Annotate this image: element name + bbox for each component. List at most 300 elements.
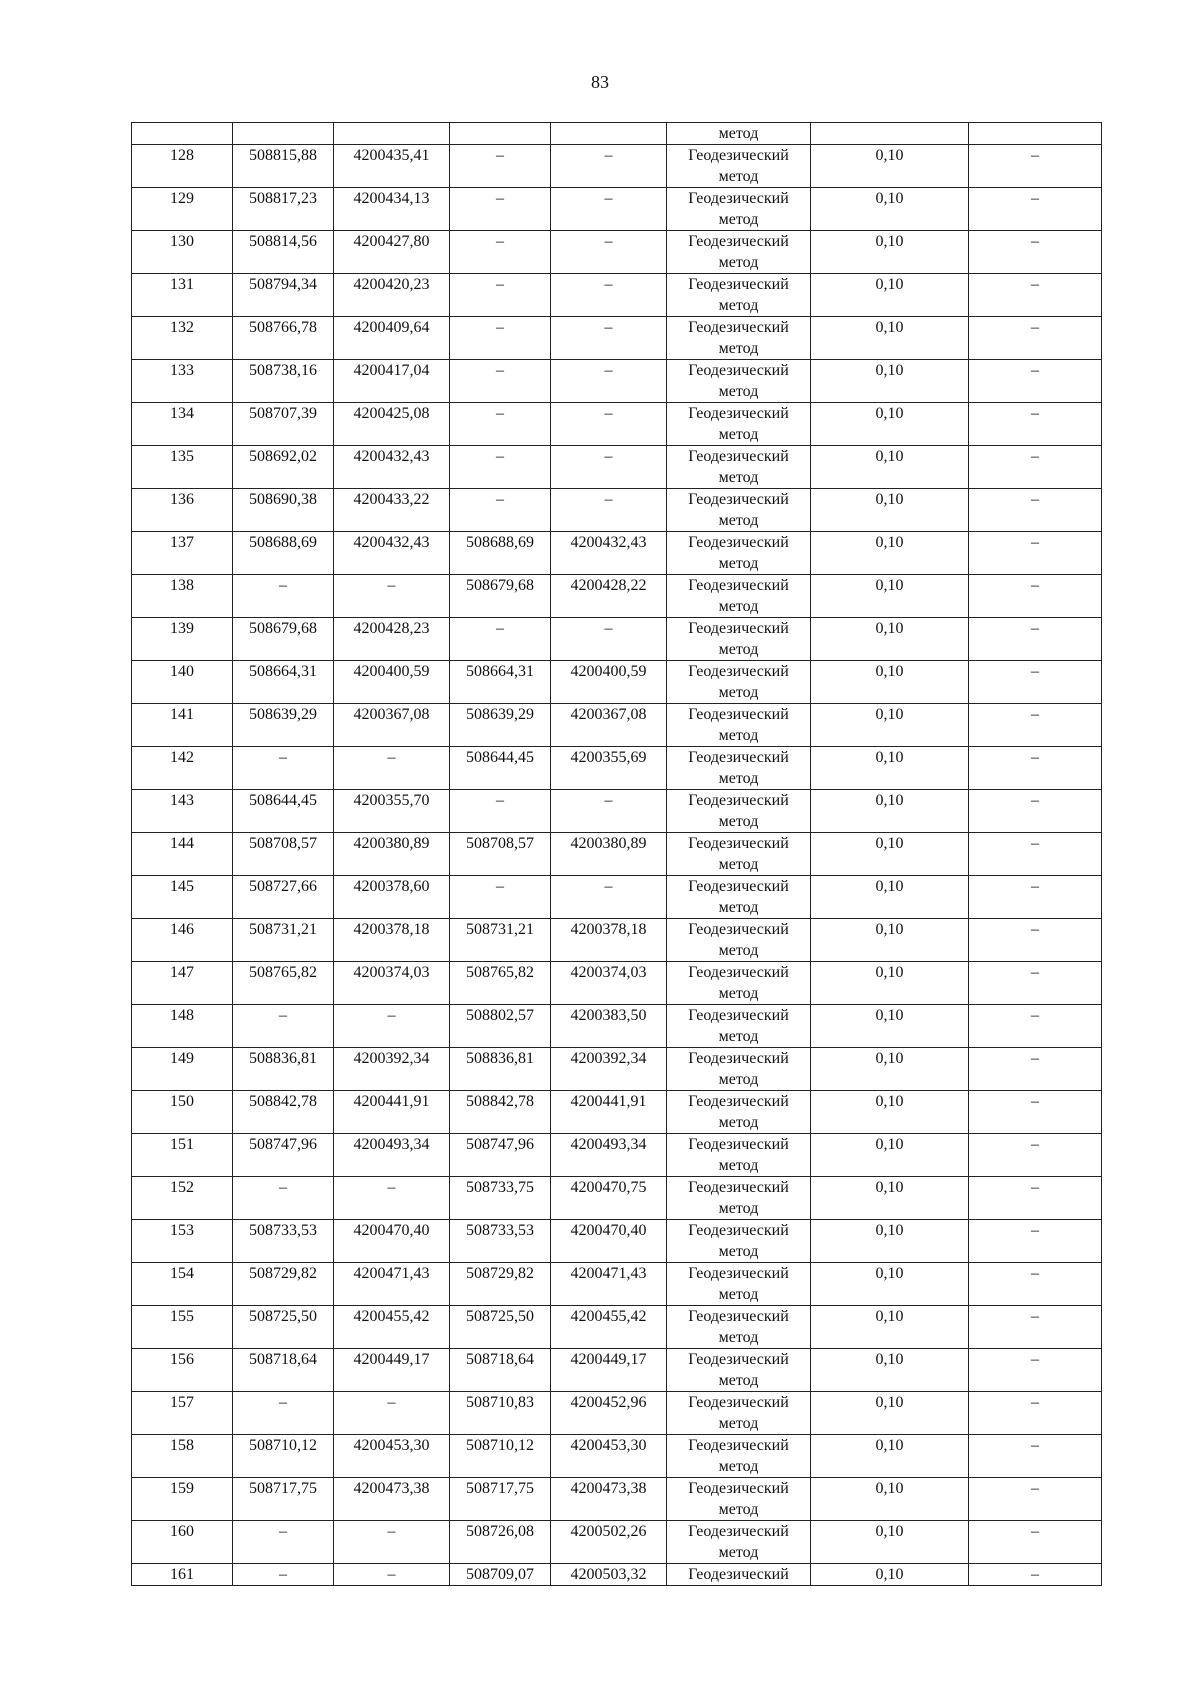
- cell-y-existing: 4200380,89: [334, 833, 450, 876]
- cell-y-refined: 4200493,34: [551, 1134, 667, 1177]
- cell-description: –: [969, 1005, 1102, 1048]
- cell-x-existing: 508765,82: [233, 962, 334, 1005]
- cell-y-existing: –: [334, 1177, 450, 1220]
- cell-method: [667, 231, 811, 274]
- cell-y-refined: 4200473,38: [551, 1478, 667, 1521]
- cell-empty: [132, 123, 233, 145]
- cell-point-number: 134: [132, 403, 233, 446]
- cell-x-refined: 508836,81: [450, 1048, 551, 1091]
- cell-x-refined: –: [450, 188, 551, 231]
- cell-method: [667, 1091, 811, 1134]
- cell-x-existing: 508688,69: [233, 532, 334, 575]
- cell-method: [667, 188, 811, 231]
- cell-x-refined: –: [450, 274, 551, 317]
- cell-y-refined: 4200502,26: [551, 1521, 667, 1564]
- cell-x-existing: 508814,56: [233, 231, 334, 274]
- cell-x-refined: 508733,75: [450, 1177, 551, 1220]
- cell-accuracy: 0,10: [811, 1435, 969, 1478]
- cell-x-existing: 508639,29: [233, 704, 334, 747]
- cell-accuracy: 0,10: [811, 790, 969, 833]
- cell-x-refined: 508718,64: [450, 1349, 551, 1392]
- cell-description: –: [969, 876, 1102, 919]
- cell-description: –: [969, 1220, 1102, 1263]
- table-row: [132, 747, 1102, 790]
- table-row: [132, 1220, 1102, 1263]
- cell-point-number: 150: [132, 1091, 233, 1134]
- cell-x-refined: 508765,82: [450, 962, 551, 1005]
- method-line-1: Геодезический: [688, 921, 789, 938]
- cell-accuracy: 0,10: [811, 1521, 969, 1564]
- cell-y-refined: –: [551, 360, 667, 403]
- cell-y-existing: 4200435,41: [334, 145, 450, 188]
- cell-description: –: [969, 1349, 1102, 1392]
- cell-x-refined: –: [450, 360, 551, 403]
- cell-x-refined: –: [450, 403, 551, 446]
- cell-method: [667, 790, 811, 833]
- table-row: [132, 661, 1102, 704]
- cell-y-existing: 4200400,59: [334, 661, 450, 704]
- cell-point-number: 141: [132, 704, 233, 747]
- method-line-1: Геодезический: [688, 491, 789, 508]
- cell-y-existing: 4200471,43: [334, 1263, 450, 1306]
- cell-point-number: 138: [132, 575, 233, 618]
- cell-method: [667, 1134, 811, 1177]
- method-line-2: метод: [718, 598, 759, 615]
- cell-point-number: 161: [132, 1564, 233, 1586]
- method-line-1: Геодезический: [688, 1265, 789, 1282]
- method-line-1: Геодезический: [688, 1007, 789, 1024]
- cell-y-refined: –: [551, 231, 667, 274]
- cell-point-number: 144: [132, 833, 233, 876]
- table-row: [132, 1048, 1102, 1091]
- cell-point-number: 143: [132, 790, 233, 833]
- cell-accuracy: 0,10: [811, 1134, 969, 1177]
- cell-y-existing: 4200378,18: [334, 919, 450, 962]
- cell-x-refined: 508747,96: [450, 1134, 551, 1177]
- table-row: [132, 790, 1102, 833]
- cell-method: [667, 403, 811, 446]
- cell-y-existing: 4200433,22: [334, 489, 450, 532]
- cell-y-existing: 4200367,08: [334, 704, 450, 747]
- method-line-2: метод: [718, 1157, 759, 1174]
- cell-description: –: [969, 1177, 1102, 1220]
- method-line-2: метод: [718, 297, 759, 314]
- cell-y-existing: 4200453,30: [334, 1435, 450, 1478]
- cell-y-refined: –: [551, 317, 667, 360]
- method-line-1: Геодезический: [688, 534, 789, 551]
- cell-x-existing: 508710,12: [233, 1435, 334, 1478]
- cell-empty: [233, 123, 334, 145]
- method-line-1: Геодезический: [688, 233, 789, 250]
- cell-x-existing: 508725,50: [233, 1306, 334, 1349]
- cell-empty: [551, 123, 667, 145]
- method-line-2: метод: [718, 469, 759, 486]
- cell-method: [667, 446, 811, 489]
- cell-accuracy: 0,10: [811, 704, 969, 747]
- cell-accuracy: 0,10: [811, 1263, 969, 1306]
- cell-y-existing: 4200409,64: [334, 317, 450, 360]
- cell-y-refined: 4200449,17: [551, 1349, 667, 1392]
- method-line-2: метод: [718, 555, 759, 572]
- cell-point-number: 151: [132, 1134, 233, 1177]
- method-line-1: Геодезический: [688, 405, 789, 422]
- cell-description: –: [969, 317, 1102, 360]
- cell-accuracy: 0,10: [811, 145, 969, 188]
- cell-description: –: [969, 145, 1102, 188]
- cell-accuracy: 0,10: [811, 188, 969, 231]
- cell-x-existing: 508729,82: [233, 1263, 334, 1306]
- cell-description: –: [969, 919, 1102, 962]
- cell-y-refined: –: [551, 274, 667, 317]
- cell-y-existing: 4200420,23: [334, 274, 450, 317]
- cell-method: [667, 1005, 811, 1048]
- cell-method: [667, 317, 811, 360]
- cell-description: –: [969, 360, 1102, 403]
- cell-x-refined: 508709,07: [450, 1564, 551, 1586]
- cell-x-existing: 508817,23: [233, 188, 334, 231]
- cell-x-existing: 508717,75: [233, 1478, 334, 1521]
- method-line-1: Геодезический: [688, 1394, 789, 1411]
- cell-y-existing: 4200493,34: [334, 1134, 450, 1177]
- cell-description: –: [969, 532, 1102, 575]
- cell-x-existing: 508690,38: [233, 489, 334, 532]
- cell-method: [667, 1478, 811, 1521]
- cell-y-refined: 4200380,89: [551, 833, 667, 876]
- cell-y-existing: 4200417,04: [334, 360, 450, 403]
- method-line-1: Геодезический: [688, 147, 789, 164]
- cell-accuracy: 0,10: [811, 1091, 969, 1134]
- cell-point-number: 149: [132, 1048, 233, 1091]
- cell-method: [667, 833, 811, 876]
- cell-x-refined: 508717,75: [450, 1478, 551, 1521]
- cell-x-refined: 508639,29: [450, 704, 551, 747]
- cell-x-existing: 508644,45: [233, 790, 334, 833]
- table-row: [132, 1263, 1102, 1306]
- cell-accuracy: 0,10: [811, 231, 969, 274]
- cell-empty: [334, 123, 450, 145]
- method-line-1: Геодезический: [688, 1136, 789, 1153]
- page-number: 83: [591, 72, 609, 92]
- cell-y-existing: –: [334, 1005, 450, 1048]
- method-line-2: метод: [718, 254, 759, 271]
- cell-x-refined: –: [450, 876, 551, 919]
- table-row: [132, 446, 1102, 489]
- cell-method: [667, 489, 811, 532]
- cell-method: [667, 1306, 811, 1349]
- table-row: [132, 1306, 1102, 1349]
- cell-accuracy: 0,10: [811, 618, 969, 661]
- cell-x-existing: 508747,96: [233, 1134, 334, 1177]
- cell-description: –: [969, 403, 1102, 446]
- table-row: [132, 145, 1102, 188]
- table-row-continuation: [132, 123, 1102, 145]
- cell-x-existing: 508718,64: [233, 1349, 334, 1392]
- method-line-2: метод: [718, 899, 759, 916]
- method-line-2: метод: [718, 641, 759, 658]
- cell-method: [667, 1349, 811, 1392]
- cell-y-existing: 4200441,91: [334, 1091, 450, 1134]
- method-line-2: метод: [718, 1200, 759, 1217]
- method-line-1: Геодезический: [688, 190, 789, 207]
- cell-x-refined: 508710,12: [450, 1435, 551, 1478]
- cell-method: [667, 1220, 811, 1263]
- cell-description: –: [969, 1478, 1102, 1521]
- cell-y-existing: 4200432,43: [334, 446, 450, 489]
- cell-y-refined: –: [551, 489, 667, 532]
- cell-x-existing: 508727,66: [233, 876, 334, 919]
- method-line-2: метод: [718, 340, 759, 357]
- cell-y-existing: –: [334, 575, 450, 618]
- cell-x-existing: 508842,78: [233, 1091, 334, 1134]
- cell-x-refined: 508688,69: [450, 532, 551, 575]
- method-line-1: Геодезический: [688, 1222, 789, 1239]
- cell-x-existing: –: [233, 1005, 334, 1048]
- table-row: [132, 1005, 1102, 1048]
- table-row: [132, 1478, 1102, 1521]
- table-row: [132, 489, 1102, 532]
- cell-description: –: [969, 704, 1102, 747]
- method-line-2: метод: [718, 1329, 759, 1346]
- cell-point-number: 160: [132, 1521, 233, 1564]
- method-line-2: метод: [718, 1372, 759, 1389]
- cell-point-number: 145: [132, 876, 233, 919]
- cell-x-refined: 508644,45: [450, 747, 551, 790]
- method-line-2: метод: [718, 1243, 759, 1260]
- cell-x-refined: –: [450, 317, 551, 360]
- cell-y-refined: 4200355,69: [551, 747, 667, 790]
- cell-accuracy: 0,10: [811, 1564, 969, 1586]
- table-row: [132, 618, 1102, 661]
- cell-y-existing: 4200378,60: [334, 876, 450, 919]
- cell-point-number: 128: [132, 145, 233, 188]
- cell-empty: [450, 123, 551, 145]
- cell-x-refined: –: [450, 446, 551, 489]
- cell-point-number: 130: [132, 231, 233, 274]
- cell-method: [667, 145, 811, 188]
- cell-y-refined: 4200453,30: [551, 1435, 667, 1478]
- cell-y-refined: 4200470,75: [551, 1177, 667, 1220]
- method-line-2: метод: [718, 1458, 759, 1475]
- cell-description: –: [969, 274, 1102, 317]
- cell-y-existing: –: [334, 747, 450, 790]
- cell-accuracy: 0,10: [811, 833, 969, 876]
- table-row: [132, 188, 1102, 231]
- cell-method: [667, 704, 811, 747]
- method-line-1: Геодезический: [688, 1179, 789, 1196]
- coordinates-table: [131, 122, 1102, 1586]
- method-line-2: метод: [718, 684, 759, 701]
- method-line-2: метод: [718, 813, 759, 830]
- cell-y-existing: –: [334, 1392, 450, 1435]
- cell-point-number: 152: [132, 1177, 233, 1220]
- cell-x-refined: 508842,78: [450, 1091, 551, 1134]
- cell-y-refined: 4200452,96: [551, 1392, 667, 1435]
- cell-y-existing: 4200392,34: [334, 1048, 450, 1091]
- method-line-2: метод: [718, 168, 759, 185]
- table-row: [132, 317, 1102, 360]
- table-row: [132, 1349, 1102, 1392]
- cell-y-refined: –: [551, 446, 667, 489]
- table-row: [132, 1091, 1102, 1134]
- cell-point-number: 157: [132, 1392, 233, 1435]
- cell-description: –: [969, 1048, 1102, 1091]
- cell-y-existing: –: [334, 1564, 450, 1586]
- method-line-1: Геодезический: [688, 1050, 789, 1067]
- cell-x-refined: 508710,83: [450, 1392, 551, 1435]
- cell-method: [667, 1392, 811, 1435]
- cell-y-refined: 4200471,43: [551, 1263, 667, 1306]
- cell-x-existing: –: [233, 747, 334, 790]
- cell-y-refined: 4200378,18: [551, 919, 667, 962]
- cell-point-number: 135: [132, 446, 233, 489]
- cell-description: –: [969, 489, 1102, 532]
- cell-point-number: 154: [132, 1263, 233, 1306]
- cell-x-existing: 508794,34: [233, 274, 334, 317]
- cell-point-number: 140: [132, 661, 233, 704]
- table-row: [132, 231, 1102, 274]
- cell-x-existing: –: [233, 575, 334, 618]
- cell-point-number: 132: [132, 317, 233, 360]
- cell-x-existing: 508692,02: [233, 446, 334, 489]
- cell-accuracy: 0,10: [811, 747, 969, 790]
- cell-description: –: [969, 661, 1102, 704]
- method-line-1: Геодезический: [688, 964, 789, 981]
- cell-point-number: 155: [132, 1306, 233, 1349]
- cell-point-number: 158: [132, 1435, 233, 1478]
- cell-y-refined: 4200428,22: [551, 575, 667, 618]
- cell-method: [667, 274, 811, 317]
- cell-point-number: 156: [132, 1349, 233, 1392]
- cell-x-refined: 508708,57: [450, 833, 551, 876]
- cell-point-number: 131: [132, 274, 233, 317]
- cell-point-number: 137: [132, 532, 233, 575]
- method-line-2: метод: [718, 770, 759, 787]
- method-line-1: Геодезический: [688, 1093, 789, 1110]
- cell-x-refined: 508729,82: [450, 1263, 551, 1306]
- method-line-1: Геодезический: [688, 835, 789, 852]
- cell-y-refined: 4200392,34: [551, 1048, 667, 1091]
- cell-method: [667, 1263, 811, 1306]
- cell-x-existing: 508815,88: [233, 145, 334, 188]
- method-line-1: Геодезический: [688, 319, 789, 336]
- cell-x-refined: –: [450, 145, 551, 188]
- method-line-1: Геодезический: [688, 1308, 789, 1325]
- method-line-2: метод: [718, 727, 759, 744]
- method-line-1: Геодезический: [688, 1523, 789, 1540]
- cell-method: [667, 532, 811, 575]
- cell-description: –: [969, 1435, 1102, 1478]
- cell-y-existing: 4200425,08: [334, 403, 450, 446]
- cell-accuracy: 0,10: [811, 1048, 969, 1091]
- cell-y-refined: 4200400,59: [551, 661, 667, 704]
- method-line-2: метод: [718, 1544, 759, 1561]
- cell-y-existing: 4200470,40: [334, 1220, 450, 1263]
- cell-y-refined: 4200503,32: [551, 1564, 667, 1586]
- table-row: [132, 833, 1102, 876]
- cell-method: [667, 919, 811, 962]
- cell-y-refined: 4200374,03: [551, 962, 667, 1005]
- table-row: [132, 360, 1102, 403]
- cell-accuracy: 0,10: [811, 1349, 969, 1392]
- cell-x-existing: –: [233, 1177, 334, 1220]
- cell-description: –: [969, 1521, 1102, 1564]
- cell-x-existing: 508738,16: [233, 360, 334, 403]
- cell-y-existing: 4200455,42: [334, 1306, 450, 1349]
- method-line-1: Геодезический: [688, 448, 789, 465]
- method-line-1: Геодезический: [688, 706, 789, 723]
- cell-x-refined: –: [450, 231, 551, 274]
- cell-accuracy: 0,10: [811, 489, 969, 532]
- cell-empty: [811, 123, 969, 145]
- cell-accuracy: 0,10: [811, 1306, 969, 1349]
- cell-accuracy: 0,10: [811, 962, 969, 1005]
- cell-method: [667, 1177, 811, 1220]
- cell-method: метод: [667, 123, 811, 145]
- method-line-1: Геодезический: [688, 663, 789, 680]
- cell-empty: [969, 123, 1102, 145]
- cell-description: –: [969, 747, 1102, 790]
- cell-y-refined: –: [551, 145, 667, 188]
- cell-description: –: [969, 1091, 1102, 1134]
- table-row: [132, 1435, 1102, 1478]
- cell-y-existing: 4200374,03: [334, 962, 450, 1005]
- cell-method: [667, 962, 811, 1005]
- table-row: [132, 274, 1102, 317]
- cell-x-refined: 508731,21: [450, 919, 551, 962]
- cell-description: –: [969, 1263, 1102, 1306]
- method-line-1: Геодезический: [688, 362, 789, 379]
- cell-x-existing: 508733,53: [233, 1220, 334, 1263]
- table-row: [132, 532, 1102, 575]
- cell-y-existing: –: [334, 1521, 450, 1564]
- cell-y-existing: 4200355,70: [334, 790, 450, 833]
- cell-method: [667, 1435, 811, 1478]
- cell-description: –: [969, 575, 1102, 618]
- cell-x-existing: 508836,81: [233, 1048, 334, 1091]
- cell-x-refined: –: [450, 790, 551, 833]
- cell-point-number: 159: [132, 1478, 233, 1521]
- cell-point-number: 146: [132, 919, 233, 962]
- cell-description: –: [969, 231, 1102, 274]
- cell-point-number: 147: [132, 962, 233, 1005]
- table-row: [132, 919, 1102, 962]
- cell-y-refined: –: [551, 618, 667, 661]
- method-line-2: метод: [718, 1415, 759, 1432]
- method-line-2: метод: [718, 1286, 759, 1303]
- cell-y-existing: 4200473,38: [334, 1478, 450, 1521]
- cell-y-existing: 4200428,23: [334, 618, 450, 661]
- cell-y-existing: 4200434,13: [334, 188, 450, 231]
- cell-method: [667, 747, 811, 790]
- method-line-2: метод: [718, 1071, 759, 1088]
- cell-description: –: [969, 446, 1102, 489]
- cell-y-existing: 4200449,17: [334, 1349, 450, 1392]
- cell-accuracy: 0,10: [811, 446, 969, 489]
- cell-description: –: [969, 1564, 1102, 1586]
- cell-accuracy: 0,10: [811, 274, 969, 317]
- method-line-1: Геодезический: [688, 878, 789, 895]
- cell-accuracy: 0,10: [811, 317, 969, 360]
- method-line-2: метод: [718, 1028, 759, 1045]
- cell-method: [667, 360, 811, 403]
- method-line-1: Геодезический: [688, 1480, 789, 1497]
- cell-method: [667, 876, 811, 919]
- table-row: [132, 575, 1102, 618]
- cell-x-refined: 508802,57: [450, 1005, 551, 1048]
- cell-accuracy: 0,10: [811, 532, 969, 575]
- cell-point-number: 133: [132, 360, 233, 403]
- cell-y-existing: 4200432,43: [334, 532, 450, 575]
